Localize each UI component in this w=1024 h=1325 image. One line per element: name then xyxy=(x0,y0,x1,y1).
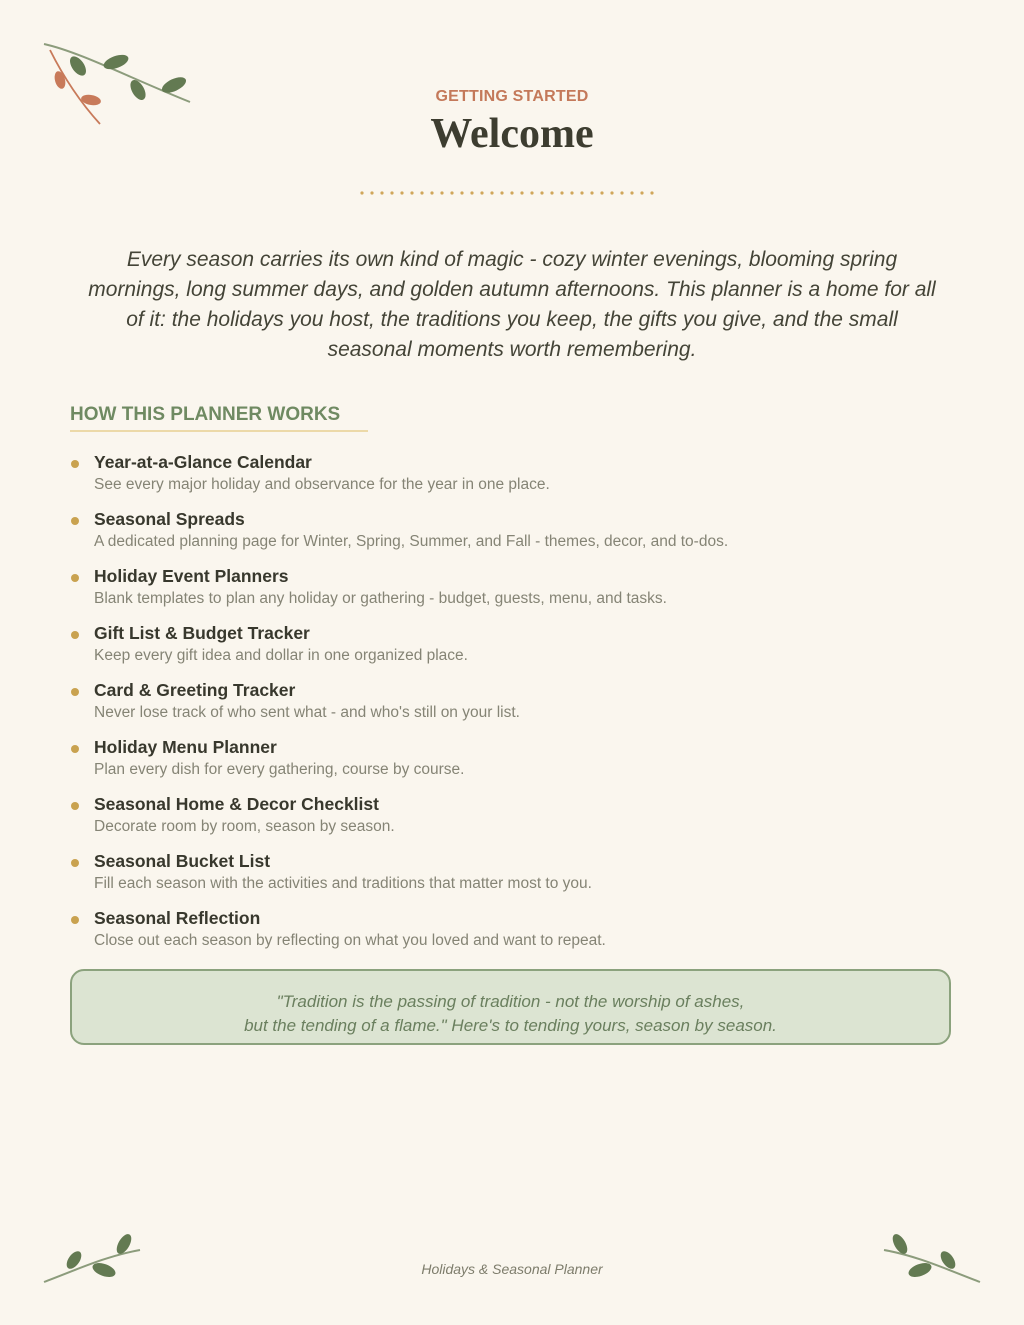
feature-description: Fill each season with the activities and traditions that matter most to you. xyxy=(94,875,592,892)
section-eyebrow: GETTING STARTED xyxy=(435,88,589,105)
bullet-dot-icon xyxy=(71,517,79,525)
leafy-sprig-icon xyxy=(40,1232,142,1286)
feature-list xyxy=(70,451,950,964)
feature-description: Keep every gift idea and dollar in one organized place. xyxy=(94,647,468,664)
footer-title: Holidays & Seasonal Planner xyxy=(421,1261,603,1277)
bullet-dot-icon xyxy=(71,745,79,753)
bullet-dot-icon xyxy=(71,859,79,867)
feature-title: Gift List & Budget Tracker xyxy=(94,623,310,643)
quote-callout xyxy=(70,969,951,1045)
quote-line: but the tending of a flame." Here's to tending yours, season by season. xyxy=(244,1016,777,1035)
list-item xyxy=(70,679,950,736)
feature-description: A dedicated planning page for Winter, Spring, Summer, and Fall - themes, decor, and to-dos. xyxy=(94,533,729,550)
page-title: Welcome xyxy=(430,111,594,157)
feature-description: Close out each season by reflecting on what you loved and want to repeat. xyxy=(94,932,606,949)
list-item xyxy=(70,508,950,565)
bullet-dot-icon xyxy=(71,688,79,696)
list-item xyxy=(70,565,950,622)
feature-title: Seasonal Spreads xyxy=(94,509,245,529)
feature-title: Seasonal Home & Decor Checklist xyxy=(94,794,379,814)
feature-title: Card & Greeting Tracker xyxy=(94,680,296,700)
feature-description: Plan every dish for every gathering, course by course. xyxy=(94,761,465,778)
bullet-dot-icon xyxy=(71,574,79,582)
intro-paragraph: Every season carries its own kind of magic - cozy winter evenings, blooming spring mornings, long summer days, and golden autumn afternoons. This planner is a home for all of it: the holidays you host, the traditions you keep, the gifts you give, and the small seasonal moments worth remembering. xyxy=(88,248,936,361)
bullet-dot-icon xyxy=(71,916,79,924)
feature-title: Holiday Menu Planner xyxy=(94,737,277,757)
dotted-divider xyxy=(360,189,660,197)
bullet-dot-icon xyxy=(71,631,79,639)
feature-title: Year-at-a-Glance Calendar xyxy=(94,452,312,472)
list-item xyxy=(70,907,950,964)
feature-description: Blank templates to plan any holiday or gathering - budget, guests, menu, and tasks. xyxy=(94,590,667,607)
feature-title: Seasonal Reflection xyxy=(94,908,261,928)
list-item xyxy=(70,850,950,907)
list-item xyxy=(70,736,950,793)
feature-description: Decorate room by room, season by season. xyxy=(94,818,395,835)
feature-description: See every major holiday and observance for the year in one place. xyxy=(94,476,550,493)
list-item xyxy=(70,622,950,679)
bullet-dot-icon xyxy=(71,802,79,810)
leafy-sprig-icon xyxy=(882,1232,984,1286)
bullet-dot-icon xyxy=(71,460,79,468)
feature-description: Never lose track of who sent what - and who's still on your list. xyxy=(94,704,520,721)
section-heading: HOW THIS PLANNER WORKS xyxy=(70,404,368,432)
feature-title: Holiday Event Planners xyxy=(94,566,289,586)
feature-title: Seasonal Bucket List xyxy=(94,851,271,871)
list-item xyxy=(70,451,950,508)
quote-line: "Tradition is the passing of tradition - not the worship of ashes, xyxy=(276,992,745,1011)
list-item xyxy=(70,793,950,850)
